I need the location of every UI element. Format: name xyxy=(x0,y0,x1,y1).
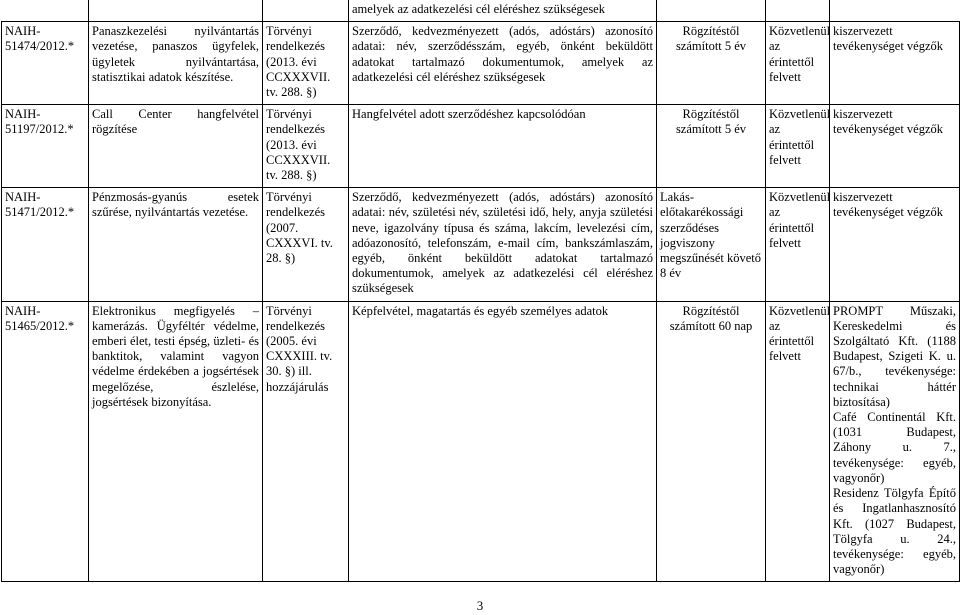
data-source: Közvetlenül az érintettől felvett xyxy=(766,301,830,582)
processing-activity: Call Center hangfelvétel rögzítése xyxy=(89,105,263,188)
data-processor: kiszervezett tevékenységet végzők xyxy=(830,105,960,188)
data-source: Közvetlenül az érintettől felvett xyxy=(766,188,830,301)
legal-basis: Törvényi rendelkezés (2007. CXXXVI. tv. 28. §) xyxy=(263,188,349,301)
empty-cell xyxy=(766,0,830,22)
naih-number: NAIH-51474/2012.* xyxy=(2,22,89,105)
empty-cell xyxy=(2,0,89,22)
processor-entry: Residenz Tölgyfa Építő és Ingatlanhasznosító Kft. (1027 Budapest, Tölgyfa u. 24., tevékenysége: egyéb, vagyonőr) xyxy=(833,486,956,577)
processor-entry: PROMPT Műszaki, Kereskedelmi és Szolgáltató Kft. (1188 Budapest, Szigeti K. u. 67/b., tevékenysége: technikai háttér biztosítása) xyxy=(833,303,956,409)
empty-cell xyxy=(263,0,349,22)
empty-cell xyxy=(830,0,960,22)
empty-cell xyxy=(89,0,263,22)
retention-period: Lakás-előtakarékossági szerződéses jogviszony megszűnését követő 8 év xyxy=(657,188,766,301)
empty-cell xyxy=(657,0,766,22)
data-processor xyxy=(830,301,960,582)
naih-number: NAIH-51465/2012.* xyxy=(2,301,89,582)
data-scope: Képfelvétel, magatartás és egyéb személyes adatok xyxy=(349,301,657,582)
data-source: Közvetlenül az érintettől felvett xyxy=(766,22,830,105)
retention-period: Rögzítéstől számított 60 nap xyxy=(657,301,766,582)
data-processor: kiszervezett tevékenységet végzők xyxy=(830,188,960,301)
data-scope: Szerződő, kedvezményezett (adós, adóstárs) azonosító adatai: név, szerződésszám, egyéb, önként beküldött adatokat tartalmazó dokumentumok, amelyek az adatkezelési cél eléréshez szükségesek xyxy=(349,22,657,105)
processing-activity: Elektronikus megfigyelés – kamerázás. Ügyféltér védelme, emberi élet, testi épség, üzleti- és banktitok, valamint vagyon védelme érdekében a jogsértések megelőzése, észlelése, jogsértések bizonyítása. xyxy=(89,301,263,582)
data-source: Közvetlenül az érintettől felvett xyxy=(766,105,830,188)
data-processor: kiszervezett tevékenységet végzők xyxy=(830,22,960,105)
table-row xyxy=(2,22,960,105)
table-row xyxy=(2,105,960,188)
data-processing-register-table xyxy=(1,0,960,582)
legal-basis: Törvényi rendelkezés (2005. évi CXXXIII. tv. 30. §) ill. hozzájárulás xyxy=(263,301,349,582)
naih-number: NAIH-51471/2012.* xyxy=(2,188,89,301)
legal-basis: Törvényi rendelkezés (2013. évi CCXXXVII. tv. 288. §) xyxy=(263,105,349,188)
legal-basis: Törvényi rendelkezés (2013. évi CCXXXVII. tv. 288. §) xyxy=(263,22,349,105)
processing-activity: Pénzmosás-gyanús esetek szűrése, nyilvántartás vezetése. xyxy=(89,188,263,301)
continuation-row xyxy=(2,0,960,22)
processor-entry: Café Continentál Kft. (1031 Budapest, Záhony u. 7., tevékenysége: egyéb, vagyonőr) xyxy=(833,410,956,485)
retention-period: Rögzítéstől számított 5 év xyxy=(657,105,766,188)
data-scope: Szerződő, kedvezményezett (adós, adóstárs) azonosító adatai: név, születési név, születési idő, hely, anyja születési neve, igazolvány típusa és száma, lakcím, levelezési cím, adóazonosító, telefonszám, e-mail cím, bankszámlaszám, egyéb, önként beküldött adatokat tartalmazó dokumentumok, amelyek az adatkezelési cél eléréshez szükségesek xyxy=(349,188,657,301)
naih-number: NAIH-51197/2012.* xyxy=(2,105,89,188)
retention-period: Rögzítéstől számított 5 év xyxy=(657,22,766,105)
processing-activity: Panaszkezelési nyilvántartás vezetése, panaszos ügyfelek, ügyletek nyilvántartása, statisztikai adatok készítése. xyxy=(89,22,263,105)
continuation-text: amelyek az adatkezelési cél eléréshez szükségesek xyxy=(349,0,657,22)
table-row xyxy=(2,301,960,582)
table-row xyxy=(2,188,960,301)
data-scope: Hangfelvétel adott szerződéshez kapcsolódóan xyxy=(349,105,657,188)
page-number: 3 xyxy=(476,598,484,613)
